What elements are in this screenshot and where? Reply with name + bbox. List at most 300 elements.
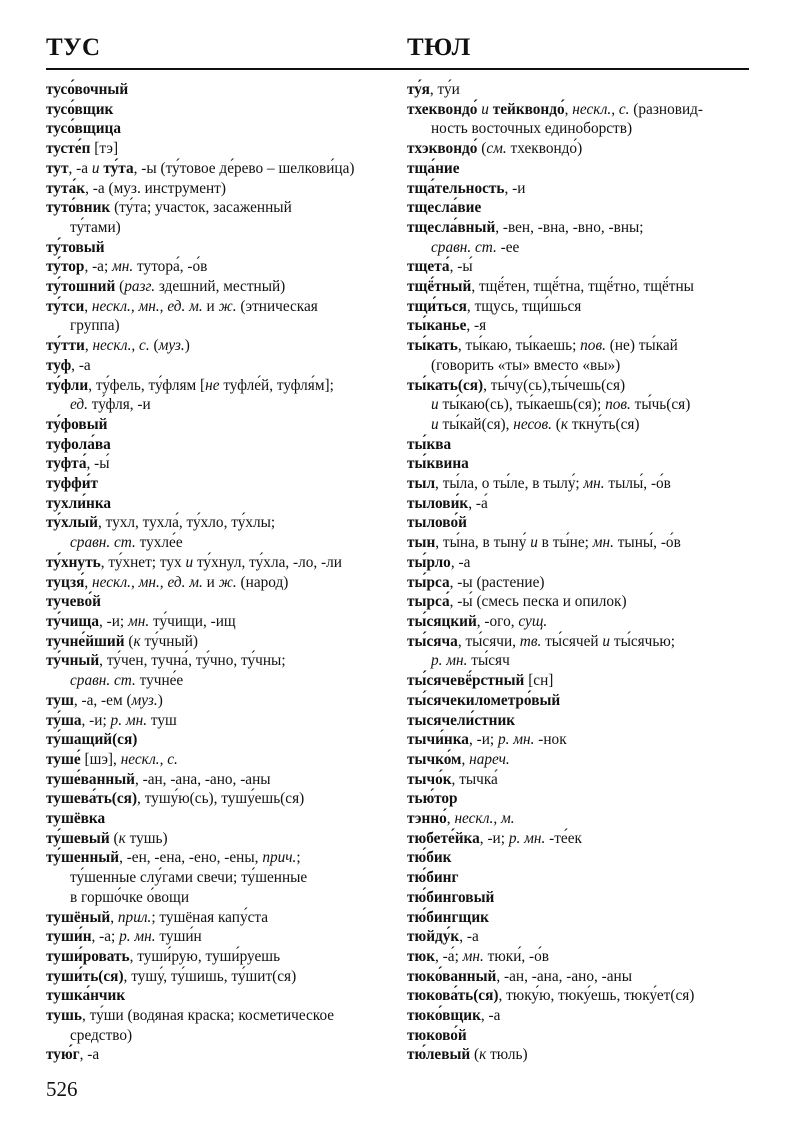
entry-text: , -а, -ем (: [73, 691, 132, 709]
headword: тщё́тный: [407, 278, 472, 296]
entry-text: , -ен, -ена, -ено, -ены,: [119, 849, 263, 867]
entry-text: (: [477, 140, 487, 158]
headword: тюково́й: [407, 1026, 467, 1044]
headword: тушева́ть(ся): [46, 790, 138, 808]
entry-text: тхеквондо́): [506, 140, 583, 158]
entry-text: (этническая: [236, 297, 318, 315]
entry-text: туши́н: [155, 928, 202, 946]
dictionary-line: [407, 809, 752, 829]
grammar-note: муз.: [131, 691, 158, 709]
dictionary-line: [407, 888, 752, 908]
entry-text: средство): [70, 1026, 133, 1044]
grammar-note: р. мн.: [110, 711, 148, 729]
dictionary-line: [46, 730, 396, 750]
entry-text: в ты́не;: [537, 534, 593, 552]
dictionary-line: [407, 257, 752, 277]
headword: тычко́м: [407, 750, 462, 768]
entry-text: ту́чный): [140, 632, 199, 650]
grammar-note: мн.: [462, 947, 484, 965]
headword: тылови́к: [407, 494, 469, 512]
entry-text: ткну́ть(ся): [568, 415, 640, 433]
entry-text: , -а (муз. инструмент): [85, 179, 226, 197]
headword: ту́тси: [46, 297, 85, 315]
headword: ту́чный: [46, 652, 100, 670]
entry-text: [тэ]: [90, 140, 119, 158]
headword: тюбете́йка: [407, 829, 480, 847]
dictionary-line: [407, 1006, 752, 1026]
dictionary-line: [407, 632, 752, 652]
entry-text: , -а: [79, 1046, 100, 1064]
grammar-note: нескл., с.: [572, 100, 630, 118]
entry-text: , тухл, тухла́, ту́хло, ту́хлы;: [97, 514, 276, 532]
dictionary-line: [46, 198, 396, 218]
dictionary-line: [46, 179, 396, 199]
dictionary-line: [407, 592, 752, 612]
grammar-note: сравн. ст.: [70, 534, 136, 552]
headword: тусо́вочный: [46, 81, 129, 98]
entry-text: ,: [461, 750, 470, 768]
grammar-note: р. мн.: [119, 928, 156, 946]
dictionary-line: [407, 711, 752, 731]
headword: тейквондо́: [488, 100, 565, 118]
headword: тюко́ванный: [407, 967, 497, 985]
entry-text: , тщё́тен, тщё́тна, тщё́тно, тщё́тны: [471, 278, 694, 296]
entry-text: , тушу́ю(сь), тушу́ешь(ся): [137, 790, 305, 808]
entry-text: , -а́;: [435, 947, 463, 965]
headword: тэнно́: [407, 810, 447, 828]
entry-text: , -ы́: [86, 455, 110, 473]
dictionary-line: [46, 119, 396, 139]
entry-text: , тюку́ю, тюку́ешь, тюку́ет(ся): [498, 987, 695, 1005]
headword: ту́хлый: [46, 514, 98, 532]
entry-text: туфле́й, туфля́м];: [219, 376, 334, 394]
dictionary-line: [46, 908, 396, 928]
dictionary-line: [407, 533, 752, 553]
entry-text: и: [202, 573, 219, 591]
headword: туфола́ва: [46, 435, 111, 453]
entry-text: ту́фля, -и: [87, 396, 151, 414]
entry-text: , -а;: [84, 258, 113, 276]
dictionary-line: [407, 927, 752, 947]
dictionary-line: [46, 553, 396, 573]
grammar-note: и: [431, 415, 439, 433]
entry-text: в горшо́чке о́вощи: [70, 888, 190, 906]
entry-text: ту́чищи, -ищ: [149, 612, 236, 630]
dictionary-line: [46, 691, 396, 711]
entry-text: (: [149, 337, 159, 355]
entry-text: , ту́и: [429, 81, 460, 98]
entry-text: , ты́чу(сь),ты́чешь(ся): [483, 376, 626, 394]
dictionary-line: [407, 513, 752, 533]
headword: ту́шащий(ся): [46, 731, 138, 749]
headword: тын: [407, 534, 436, 552]
dictionary-line: [407, 1026, 752, 1046]
dictionary-line: [46, 159, 396, 179]
dictionary-line: [46, 80, 396, 100]
dictionary-line: [46, 218, 396, 238]
entry-text: , -вен, -вна, -вно, -вны;: [495, 218, 644, 236]
dictionary-line: [407, 474, 752, 494]
entry-text: (: [124, 632, 134, 650]
entry-text: (ту́та; участок, засаженный: [110, 199, 292, 217]
grammar-note: и: [602, 632, 611, 650]
headword: тща́тельность: [407, 179, 505, 197]
headword: тую́г: [46, 1046, 80, 1064]
grammar-note: прич.: [262, 849, 297, 867]
headword: тухли́нка: [46, 494, 112, 512]
dictionary-line: [46, 336, 396, 356]
headword: тю́бинговый: [407, 888, 495, 906]
entry-text: тутора́, -о́в: [133, 258, 208, 276]
headword: ты́ква: [407, 435, 452, 453]
entry-text: ,: [110, 908, 118, 926]
entry-text: , тушу́, ту́шишь, ту́шит(ся): [123, 967, 297, 985]
headword: тью́тор: [407, 790, 458, 808]
headword: ты́сячевё́рстный: [407, 672, 525, 690]
headword: тылово́й: [407, 514, 467, 532]
headword: ты́сяча: [407, 632, 458, 650]
dictionary-line: [407, 770, 752, 790]
headword: тюкова́ть(ся): [407, 987, 499, 1005]
headword: тусо́вщица: [46, 120, 121, 138]
entry-text: ): [157, 691, 163, 709]
dictionary-line: [46, 829, 396, 849]
grammar-note: к: [133, 632, 141, 650]
entry-text: , -и;: [479, 829, 509, 847]
headword: тхеквондо́: [407, 100, 478, 118]
dictionary-line: [46, 592, 396, 612]
dictionary-line: [46, 671, 396, 691]
headword: ты́канье: [407, 317, 467, 335]
dictionary-line: [407, 435, 752, 455]
grammar-note: и: [530, 534, 538, 552]
headword: ты́кать: [407, 337, 458, 355]
entry-text: ;: [296, 849, 301, 867]
headword: тут: [46, 159, 69, 177]
entry-text: туш: [147, 711, 177, 729]
entry-text: , -а: [71, 356, 91, 374]
running-head-left: ТУС: [46, 34, 101, 61]
dictionary-line: [46, 967, 396, 987]
dictionary-line: [407, 612, 752, 632]
grammar-note: прил.: [117, 908, 152, 926]
entry-text: , -а: [459, 928, 479, 946]
entry-text: , -ан, -ана, -ано, -аны: [496, 967, 632, 985]
right-column: [407, 80, 752, 1065]
dictionary-line: [407, 651, 752, 671]
headword: туше́ванный: [46, 770, 135, 788]
entry-text: (говорить «ты» вместо «вы»): [431, 356, 621, 374]
headword: тщесла́вие: [407, 199, 482, 217]
dictionary-line: [407, 415, 752, 435]
headword: ты́кать(ся): [407, 376, 484, 394]
dictionary-line: [46, 848, 396, 868]
dictionary-line: [407, 119, 752, 139]
entry-text: , туши́рую, туши́руешь: [129, 947, 281, 965]
dictionary-line: [407, 908, 752, 928]
headword: тщесла́вный: [407, 218, 496, 236]
headword: ту́фовый: [46, 415, 108, 433]
grammar-note: разг.: [124, 278, 156, 296]
entry-text: ,: [564, 100, 573, 118]
headword: ту́чища: [46, 612, 99, 630]
headword: тусте́п: [46, 140, 91, 158]
headword: туф: [46, 356, 72, 374]
entry-text: (разновид-: [629, 100, 704, 118]
grammar-note: к: [118, 829, 126, 847]
entry-text: ,: [84, 573, 93, 591]
entry-text: , -ы (ту́товое де́рево – шелкови́ца): [133, 159, 355, 177]
entry-text: ты́чь(ся): [630, 396, 691, 414]
headword: ту́шенный: [46, 849, 120, 867]
grammar-note: сущ.: [518, 612, 548, 630]
dictionary-line: [407, 80, 752, 100]
headword: тушка́нчик: [46, 987, 126, 1005]
entry-text: и: [202, 297, 219, 315]
headword: тыл: [407, 475, 436, 493]
headword: ту́та: [99, 159, 134, 177]
dictionary-line: [407, 573, 752, 593]
dictionary-line: [407, 139, 752, 159]
dictionary-line: [407, 297, 752, 317]
dictionary-line: [407, 986, 752, 1006]
headword: тысячели́стник: [407, 711, 516, 729]
entry-text: ту́тами): [70, 218, 121, 236]
headword: тхэквондо́: [407, 140, 478, 158]
entry-text: тыны́, -о́в: [613, 534, 681, 552]
dictionary-line: [46, 415, 396, 435]
entry-text: ,: [84, 337, 93, 355]
headword: туфта́: [46, 455, 87, 473]
entry-text: ,: [446, 810, 455, 828]
dictionary-line: [46, 277, 396, 297]
grammar-note: р. мн.: [508, 829, 546, 847]
headword: ту́тти: [46, 337, 85, 355]
grammar-note: р. мн.: [497, 731, 535, 749]
dictionary-line: [46, 750, 396, 770]
grammar-note: ж.: [218, 573, 237, 591]
dictionary-line: [407, 159, 752, 179]
entry-text: , -и;: [81, 711, 111, 729]
dictionary-line: [46, 454, 396, 474]
dictionary-line: [46, 809, 396, 829]
entry-text: ты́сячей: [541, 632, 603, 650]
entry-text: , ты́каю, ты́каешь;: [457, 337, 581, 355]
dictionary-line: [46, 376, 396, 396]
dictionary-line: [407, 868, 752, 888]
dictionary-line: [407, 336, 752, 356]
headword: туши́ть(ся): [46, 967, 124, 985]
grammar-note: пов.: [605, 396, 631, 414]
entry-text: , ту́ши (водяная краска; косметическое: [81, 1007, 335, 1025]
dictionary-line: [407, 1045, 752, 1065]
headword: ты́сяцкий: [407, 612, 477, 630]
dictionary-line: [46, 612, 396, 632]
entry-text: , -ы́ (смесь песка и опилок): [449, 593, 627, 611]
grammar-note: не: [205, 376, 220, 394]
grammar-note: мн.: [127, 612, 150, 630]
dictionary-line: [407, 494, 752, 514]
headword: туш: [46, 691, 74, 709]
entry-text: , -и;: [98, 612, 128, 630]
running-head-right: ТЮЛ: [407, 34, 471, 61]
dictionary-line: [46, 297, 396, 317]
dictionary-line: [407, 671, 752, 691]
entry-text: ты́сяч: [467, 652, 510, 670]
grammar-note: пов.: [580, 337, 606, 355]
headword: тута́к: [46, 179, 86, 197]
dictionary-line: [407, 730, 752, 750]
dictionary-line: [46, 474, 396, 494]
dictionary-line: [407, 218, 752, 238]
entry-text: , ты́ла, о ты́ле, в тылу́;: [435, 475, 584, 493]
dictionary-line: [407, 238, 752, 258]
headword: ту́фли: [46, 376, 89, 394]
grammar-note: и: [431, 396, 439, 414]
entry-text: , -а: [480, 1007, 501, 1025]
page-number: 526: [46, 1077, 78, 1101]
entry-text: , ты́на, в тыну́: [435, 534, 531, 552]
dictionary-line: [407, 454, 752, 474]
headword: ту́товый: [46, 238, 105, 256]
headword: туцзя́: [46, 573, 85, 591]
headword: тучне́йший: [46, 632, 125, 650]
entry-text: ; тушёная капу́ста: [151, 908, 269, 926]
header-rule: [46, 68, 749, 70]
headword: тушёвка: [46, 810, 106, 828]
grammar-note: и: [185, 553, 194, 571]
entry-text: , ты́сячи,: [457, 632, 520, 650]
grammar-note: и: [91, 159, 100, 177]
entry-text: -нок: [534, 731, 567, 749]
dictionary-line: [46, 789, 396, 809]
headword: туто́вник: [46, 199, 111, 217]
grammar-note: нескл., с.: [120, 750, 178, 768]
dictionary-line: [46, 395, 396, 415]
headword: тю́бинг: [407, 869, 459, 887]
dictionary-line: [46, 316, 396, 336]
headword: ту́шевый: [46, 829, 110, 847]
grammar-note: ж.: [218, 297, 237, 315]
headword: тщета́: [407, 258, 450, 276]
dictionary-line: [407, 750, 752, 770]
headword: тушёный: [46, 908, 111, 926]
dictionary-line: [46, 494, 396, 514]
dictionary-line: [407, 848, 752, 868]
headword: ты́квина: [407, 455, 469, 473]
dictionary-line: [46, 651, 396, 671]
headword: ту́я: [407, 81, 430, 98]
headword: тю́левый: [407, 1046, 471, 1064]
headword: тучево́й: [46, 593, 101, 611]
entry-text: [сн]: [524, 672, 554, 690]
dictionary-line: [46, 356, 396, 376]
entry-text: (: [551, 415, 561, 433]
headword: туши́н: [46, 928, 92, 946]
dictionary-line: [46, 868, 396, 888]
dictionary-line: [407, 376, 752, 396]
entry-text: тюки́, -о́в: [483, 947, 549, 965]
dictionary-line: [407, 789, 752, 809]
entry-text: (не) ты́кай: [605, 337, 678, 355]
dictionary-line: [407, 829, 752, 849]
headword: тырса́: [407, 593, 450, 611]
entry-text: здешний, местный): [155, 278, 286, 296]
dictionary-line: [407, 179, 752, 199]
entry-text: , -я: [466, 317, 487, 335]
grammar-note: нареч.: [469, 750, 510, 768]
grammar-note: нескл., с.: [92, 337, 150, 355]
entry-text: ты́каю(сь), ты́каешь(ся);: [438, 396, 606, 414]
dictionary-line: [46, 1026, 396, 1046]
entry-text: , -ого,: [476, 612, 519, 630]
headword: тю́бик: [407, 849, 452, 867]
dictionary-line: [46, 927, 396, 947]
grammar-note: мн.: [592, 534, 614, 552]
entry-text: ту́хнул, ту́хла, -ло, -ли: [193, 553, 342, 571]
grammar-note: нескл., м.: [454, 810, 515, 828]
headword: туше́: [46, 750, 81, 768]
grammar-note: мн.: [112, 258, 134, 276]
grammar-note: сравн. ст.: [431, 238, 497, 256]
entry-text: (: [115, 278, 125, 296]
headword: тю́бингщик: [407, 908, 489, 926]
entry-text: ты́сячью;: [610, 632, 676, 650]
entry-text: , -а́: [468, 494, 488, 512]
headword: тусо́вщик: [46, 100, 114, 118]
headword: тюко́вщик: [407, 1007, 481, 1025]
dictionary-line: [46, 533, 396, 553]
entry-text: , тщусь, тщи́шься: [466, 297, 582, 315]
dictionary-line: [407, 100, 752, 120]
dictionary-line: [407, 395, 752, 415]
entry-text: , -ан, -ана, -ано, -аны: [134, 770, 271, 788]
grammar-note: и: [481, 100, 489, 118]
entry-text: тюль): [486, 1046, 528, 1064]
entry-text: ,: [84, 297, 92, 315]
dictionary-line: [407, 947, 752, 967]
entry-text: , -и: [504, 179, 526, 197]
dictionary-line: [46, 513, 396, 533]
dictionary-line: [46, 888, 396, 908]
entry-text: , -а;: [91, 928, 120, 946]
grammar-note: сравн. ст.: [70, 672, 136, 690]
headword: ту́тошний: [46, 278, 116, 296]
entry-text: (народ): [236, 573, 289, 591]
headword: ту́хнуть: [46, 553, 101, 571]
headword: ту́ша: [46, 711, 82, 729]
grammar-note: несов.: [513, 415, 552, 433]
grammar-note: см.: [486, 140, 507, 158]
headword: тычо́к: [407, 770, 452, 788]
dictionary-line: [407, 967, 752, 987]
grammar-note: мн.: [583, 475, 605, 493]
headword: туши́ровать: [46, 947, 130, 965]
entry-text: группа): [70, 317, 120, 335]
entry-text: , -ы (растение): [449, 573, 545, 591]
grammar-note: ед.: [70, 396, 88, 414]
entry-text: (: [470, 1046, 480, 1064]
entry-text: тухле́е: [135, 534, 183, 552]
dictionary-line: [407, 277, 752, 297]
entry-text: , ту́хнет; тух: [100, 553, 186, 571]
dictionary-line: [46, 573, 396, 593]
dictionary-line: [407, 356, 752, 376]
dictionary-line: [46, 770, 396, 790]
headword: тушь: [46, 1007, 82, 1025]
headword: ты́сячекилометро́вый: [407, 691, 561, 709]
headword: тюйду́к: [407, 928, 460, 946]
